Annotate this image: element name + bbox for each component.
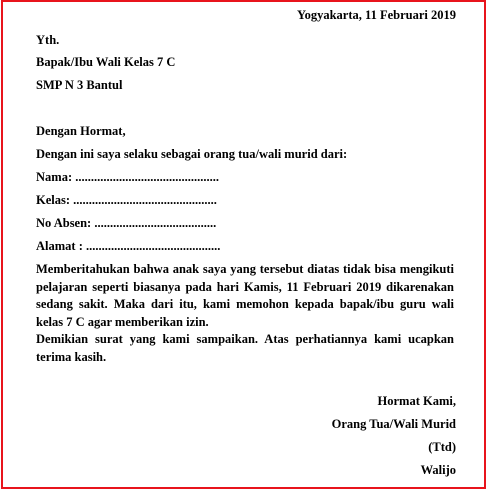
recipient-salutation: Yth. bbox=[36, 33, 60, 47]
intro-text: Dengan ini saya selaku sebagai orang tua/wali murid dari: bbox=[36, 147, 348, 161]
field-no-absen: No Absen: ....................................... bbox=[36, 216, 217, 230]
signature-role: Orang Tua/Wali Murid bbox=[331, 417, 456, 431]
field-alamat: Alamat : ........................................... bbox=[36, 239, 221, 253]
field-kelas: Kelas: .............................................. bbox=[36, 193, 217, 207]
place-date: Yogyakarta, 11 Februari 2019 bbox=[296, 8, 456, 22]
recipient-name: Bapak/Ibu Wali Kelas 7 C bbox=[36, 55, 176, 69]
greeting: Dengan Hormat, bbox=[36, 124, 126, 138]
signature-name: Walijo bbox=[420, 463, 456, 477]
closing-paragraph: Demikian surat yang kami sampaikan. Atas perhatiannya kami ucapkan terima kasih. bbox=[36, 332, 454, 364]
field-nama: Nama: .............................................. bbox=[36, 170, 219, 184]
body-paragraph: Memberitahukan bahwa anak saya yang tersebut diatas tidak bisa mengikuti pelajaran seperti biasanya pada hari Kamis, 11 Februari 2019 dikarenakan sedang sakit. Maka dari itu, kami memohon kepada bapak/ibu guru wali kelas 7 C agar memberikan izin. bbox=[36, 262, 454, 329]
signature-ttd: (Ttd) bbox=[428, 440, 456, 454]
recipient-school: SMP N 3 Bantul bbox=[36, 78, 123, 92]
signature-regards: Hormat Kami, bbox=[377, 394, 456, 408]
